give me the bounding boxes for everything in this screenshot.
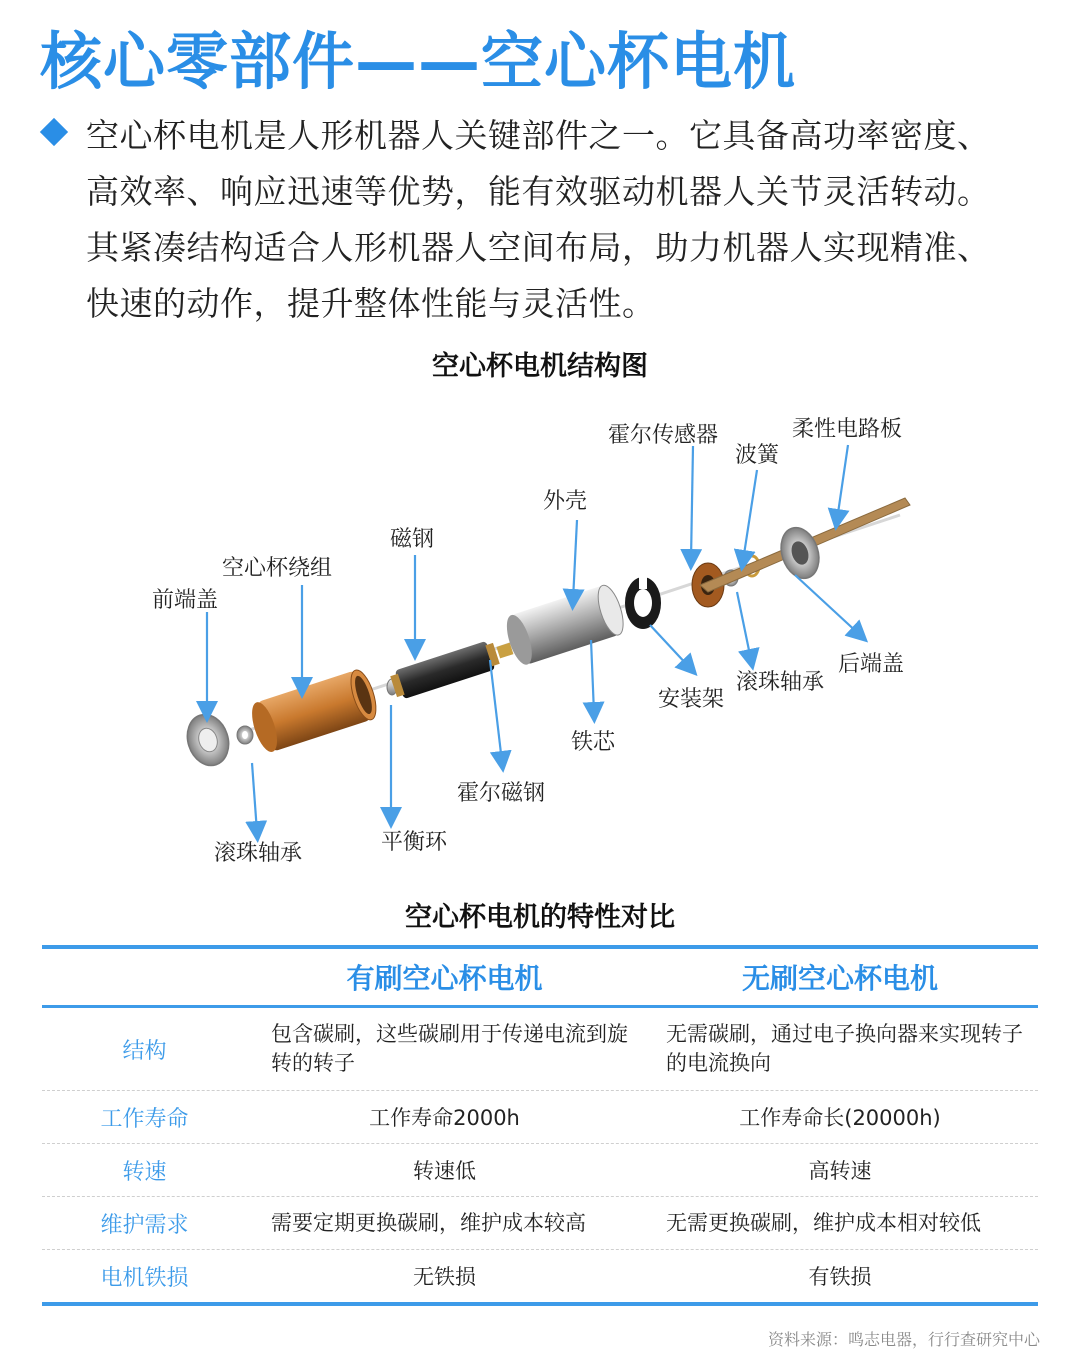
row-label: 工作寿命 [100,1106,189,1132]
front-cover-part [181,709,235,771]
label-bearing-left: 滚珠轴承 [214,841,303,866]
intro-line: 空心杯电机是人形机器人关键部件之一。它具备高功率密度、 [86,116,991,155]
cell-brushed: 无铁损 [413,1265,476,1289]
table-row [42,1008,1038,1091]
header-cell-brushed: 有刷空心杯电机 [346,962,543,995]
shell-part [502,582,628,667]
row-label: 维护需求 [100,1212,189,1238]
bracket-part [625,577,661,629]
rear-cover-part [775,523,825,584]
row-label: 电机铁损 [100,1265,189,1291]
label-winding: 空心杯绕组 [222,556,333,581]
bullet-diamond-icon [40,118,68,146]
table-bottom-rule [42,1302,1038,1306]
cell-brushless: 高转速 [808,1159,872,1183]
label-bearing-right: 滚珠轴承 [736,670,825,695]
cell-brushed: 包含碳刷，这些碳刷用于传递电流到旋转的转子 [271,1022,628,1075]
bearing-left-part [237,726,253,744]
table-title: 空心杯电机的特性对比 [405,902,675,933]
table-row [42,1091,1038,1144]
intro-line: 高效率、响应迅速等优势，能有效驱动机器人关节灵活转动。 [86,172,991,211]
row-label: 结构 [122,1038,167,1064]
intro-line: 快速的动作，提升整体性能与灵活性。 [86,284,656,323]
label-iron-core: 铁芯 [571,730,616,755]
label-balance-ring: 平衡环 [381,830,448,855]
intro-paragraph [86,108,1071,332]
label-hall-magnet: 霍尔磁钢 [457,781,546,806]
cell-brushless: 工作寿命长(20000h) [739,1106,941,1130]
row-label: 转速 [122,1159,167,1185]
magnet-rotor-part [389,634,516,701]
label-front-cover: 前端盖 [152,588,219,613]
cell-brushless: 无需碳刷，通过电子换向器来实现转子的电流换向 [666,1022,1023,1075]
label-flex-pcb: 柔性电路板 [792,417,903,442]
intro-line: 其紧凑结构适合人形机器人空间布局，助力机器人实现精准、 [86,228,991,267]
cell-brushless: 有铁损 [808,1265,872,1289]
label-shell: 外壳 [543,489,588,514]
cell-brushed: 转速低 [413,1159,476,1183]
header-cell-brushless: 无刷空心杯电机 [741,962,938,995]
label-wave-spring: 波簧 [735,443,780,468]
label-bracket: 安装架 [658,687,725,712]
winding-part [247,667,381,755]
cell-brushed: 需要定期更换碳刷，维护成本较高 [271,1210,586,1235]
label-hall-sensor: 霍尔传感器 [608,423,719,448]
source-note: 资料来源：鸣志电器，行行查研究中心 [767,1330,1040,1349]
table-header-row [42,949,1038,1008]
page-title: 核心零部件——空心杯电机 [40,25,797,98]
table-row [42,1250,1038,1302]
comparison-table [42,945,1038,1306]
table-row [42,1197,1038,1250]
cell-brushless: 无需更换碳刷，维护成本相对较低 [666,1210,981,1235]
diagram-title: 空心杯电机结构图 [432,351,648,382]
label-magnet: 磁钢 [390,527,435,552]
table-row [42,1144,1038,1197]
label-rear-cover: 后端盖 [838,652,905,677]
cell-brushed: 工作寿命2000h [369,1106,520,1130]
